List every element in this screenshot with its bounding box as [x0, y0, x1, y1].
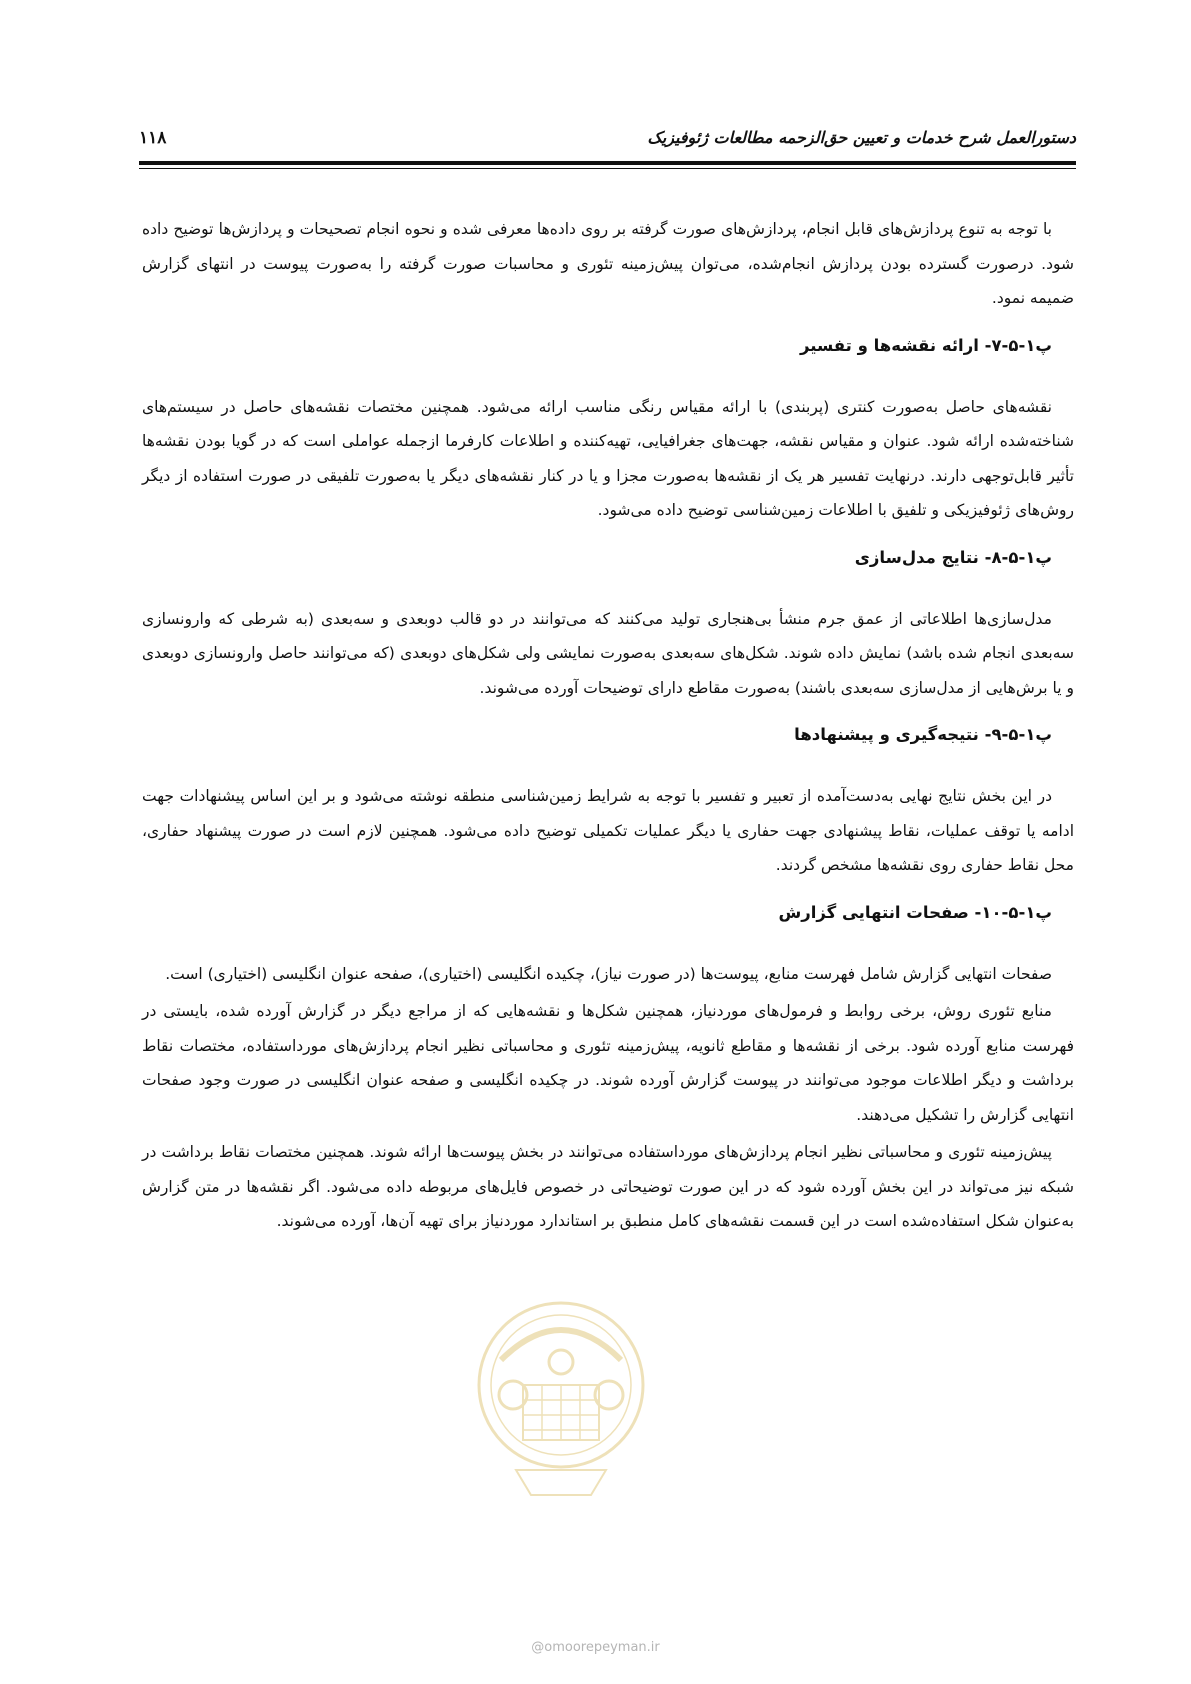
section-paragraph: در این بخش نتایج نهایی به‌دست‌آمده از تعبیر و تفسیر با توجه به شرایط زمین‌شناسی منطقه نوشته می‌شود و بر این اساس پیشنهادات جهت ادامه یا توقف عملیات، نقاط پیشنهادی جهت حفاری یا دیگر عملیات تکمیلی توضیح داده می‌شود. همچنین لازم است در صورت پیشنهاد حفاری، محل نقاط حفاری روی نقشه‌ها مشخص گردند. — [142, 787, 1074, 874]
page-header — [139, 128, 1076, 156]
page-number: ۱۱۸ — [139, 128, 167, 148]
header-rule-thin — [139, 168, 1076, 169]
intro-paragraph: با توجه به تنوع پردازش‌های قابل انجام، پردازش‌های صورت گرفته بر روی داده‌ها معرفی شده و نحوه انجام تصحیحات و پردازش‌ها توضیح داده شود. درصورت گسترده بودن پردازش انجام‌شده، می‌توان پیش‌زمینه تئوری و محاسبات صورت گرفته را به‌صورت پیوست در انتهای گزارش ضمیمه نمود. — [142, 220, 1074, 307]
section-paragraph: نقشه‌های حاصل به‌صورت کنتری (پربندی) با ارائه مقیاس رنگی مناسب ارائه می‌شود. همچنین مختصات نقشه‌های حاصل در سیستم‌های شناخته‌شده ارائه شود. عنوان و مقیاس نقشه، جهت‌های جغرافیایی، تهیه‌کننده و اطلاعات کارفرما ازجمله عواملی است که در گویا بودن نقشه‌ها تأثیر قابل‌توجهی دارند. درنهایت تفسیر هر یک از نقشه‌ها به‌صورت مجزا و یا در کنار نقشه‌های دیگر یا به‌صورت تلفیقی در صورت استفاده از دیگر روش‌های ژئوفیزیکی و تلفیق با اطلاعات زمین‌شناسی توضیح داده می‌شود. — [142, 397, 1074, 519]
section-paragraph: مدل‌سازی‌ها اطلاعاتی از عمق جرم منشأ بی‌هنجاری تولید می‌کنند که می‌توانند در دو قالب دوبعدی و سه‌بعدی (به شرطی که وارونسازی سه‌بعدی انجام شده باشد) نمایش داده شوند. شکل‌های سه‌بعدی به‌صورت نمایشی ولی شکل‌های دوبعدی (که می‌توانند حاصل وارونسازی دوبعدی و یا برش‌هایی از مدل‌سازی سه‌بعدی باشند) به‌صورت مقاطع دارای توضیحات آورده می‌شوند. — [142, 609, 1074, 697]
section-heading: پ۱-۵-۷- ارائه نقشه‌ها و تفسیر — [799, 335, 1052, 355]
section-paragraph: صفحات انتهایی گزارش شامل فهرست منابع، پیوست‌ها (در صورت نیاز)، چکیده انگلیسی (اختیاری)، صفحه عنوان انگلیسی (اختیاری) است. — [165, 964, 1052, 983]
section-paragraph: منابع تئوری روش، برخی روابط و فرمول‌های موردنیاز، همچنین شکل‌ها و نقشه‌هایی که از مراجع دیگر در گزارش آورده شده، بایستی در فهرست منابع آورده شود. برخی از نقشه‌ها و مقاطع ثانویه، پیش‌زمینه تئوری و محاسباتی نظیر انجام پردازش‌های مورداستفاده، مختصات نقاط برداشت و دیگر اطلاعات موجود می‌توانند در پیوست گزارش آورده شوند. در چکیده انگلیسی و صفحه عنوان انگلیسی در صورت وجود صفحات انتهایی گزارش را تشکیل می‌دهند. — [142, 1002, 1074, 1124]
section-paragraph: پیش‌زمینه تئوری و محاسباتی نظیر انجام پردازش‌های مورداستفاده می‌توانند در بخش پیوست‌ها ارائه شوند. همچنین مختصات نقاط برداشت در شبکه نیز می‌تواند در این بخش آورده شود که در این صورت توضیحاتی در خصوص فایل‌های مربوطه داده می‌شود. اگر نقشه‌ها در متن گزارش به‌عنوان شکل استفاده‌شده است در این قسمت نقشه‌های کامل منطبق بر استاندارد موردنیاز برای تهیه آن‌ها، آورده می‌شوند. — [142, 1143, 1074, 1230]
seal-watermark-logo — [461, 1290, 661, 1510]
section-heading: پ۱-۵-۸- نتایج مدل‌سازی — [854, 547, 1052, 567]
section-heading: پ۱-۵-۱۰- صفحات انتهایی گزارش — [778, 902, 1052, 922]
section-heading: پ۱-۵-۹- نتیجه‌گیری و پیشنهادها — [794, 725, 1052, 744]
document-title: دستورالعمل شرح خدمات و تعیین حق‌الزحمه مطالعات ژئوفیزیک — [647, 128, 1076, 147]
document-body — [142, 212, 1074, 1239]
header-rule-thick — [139, 161, 1076, 165]
website-footer: @omoorepeyman.ir — [531, 1640, 660, 1655]
